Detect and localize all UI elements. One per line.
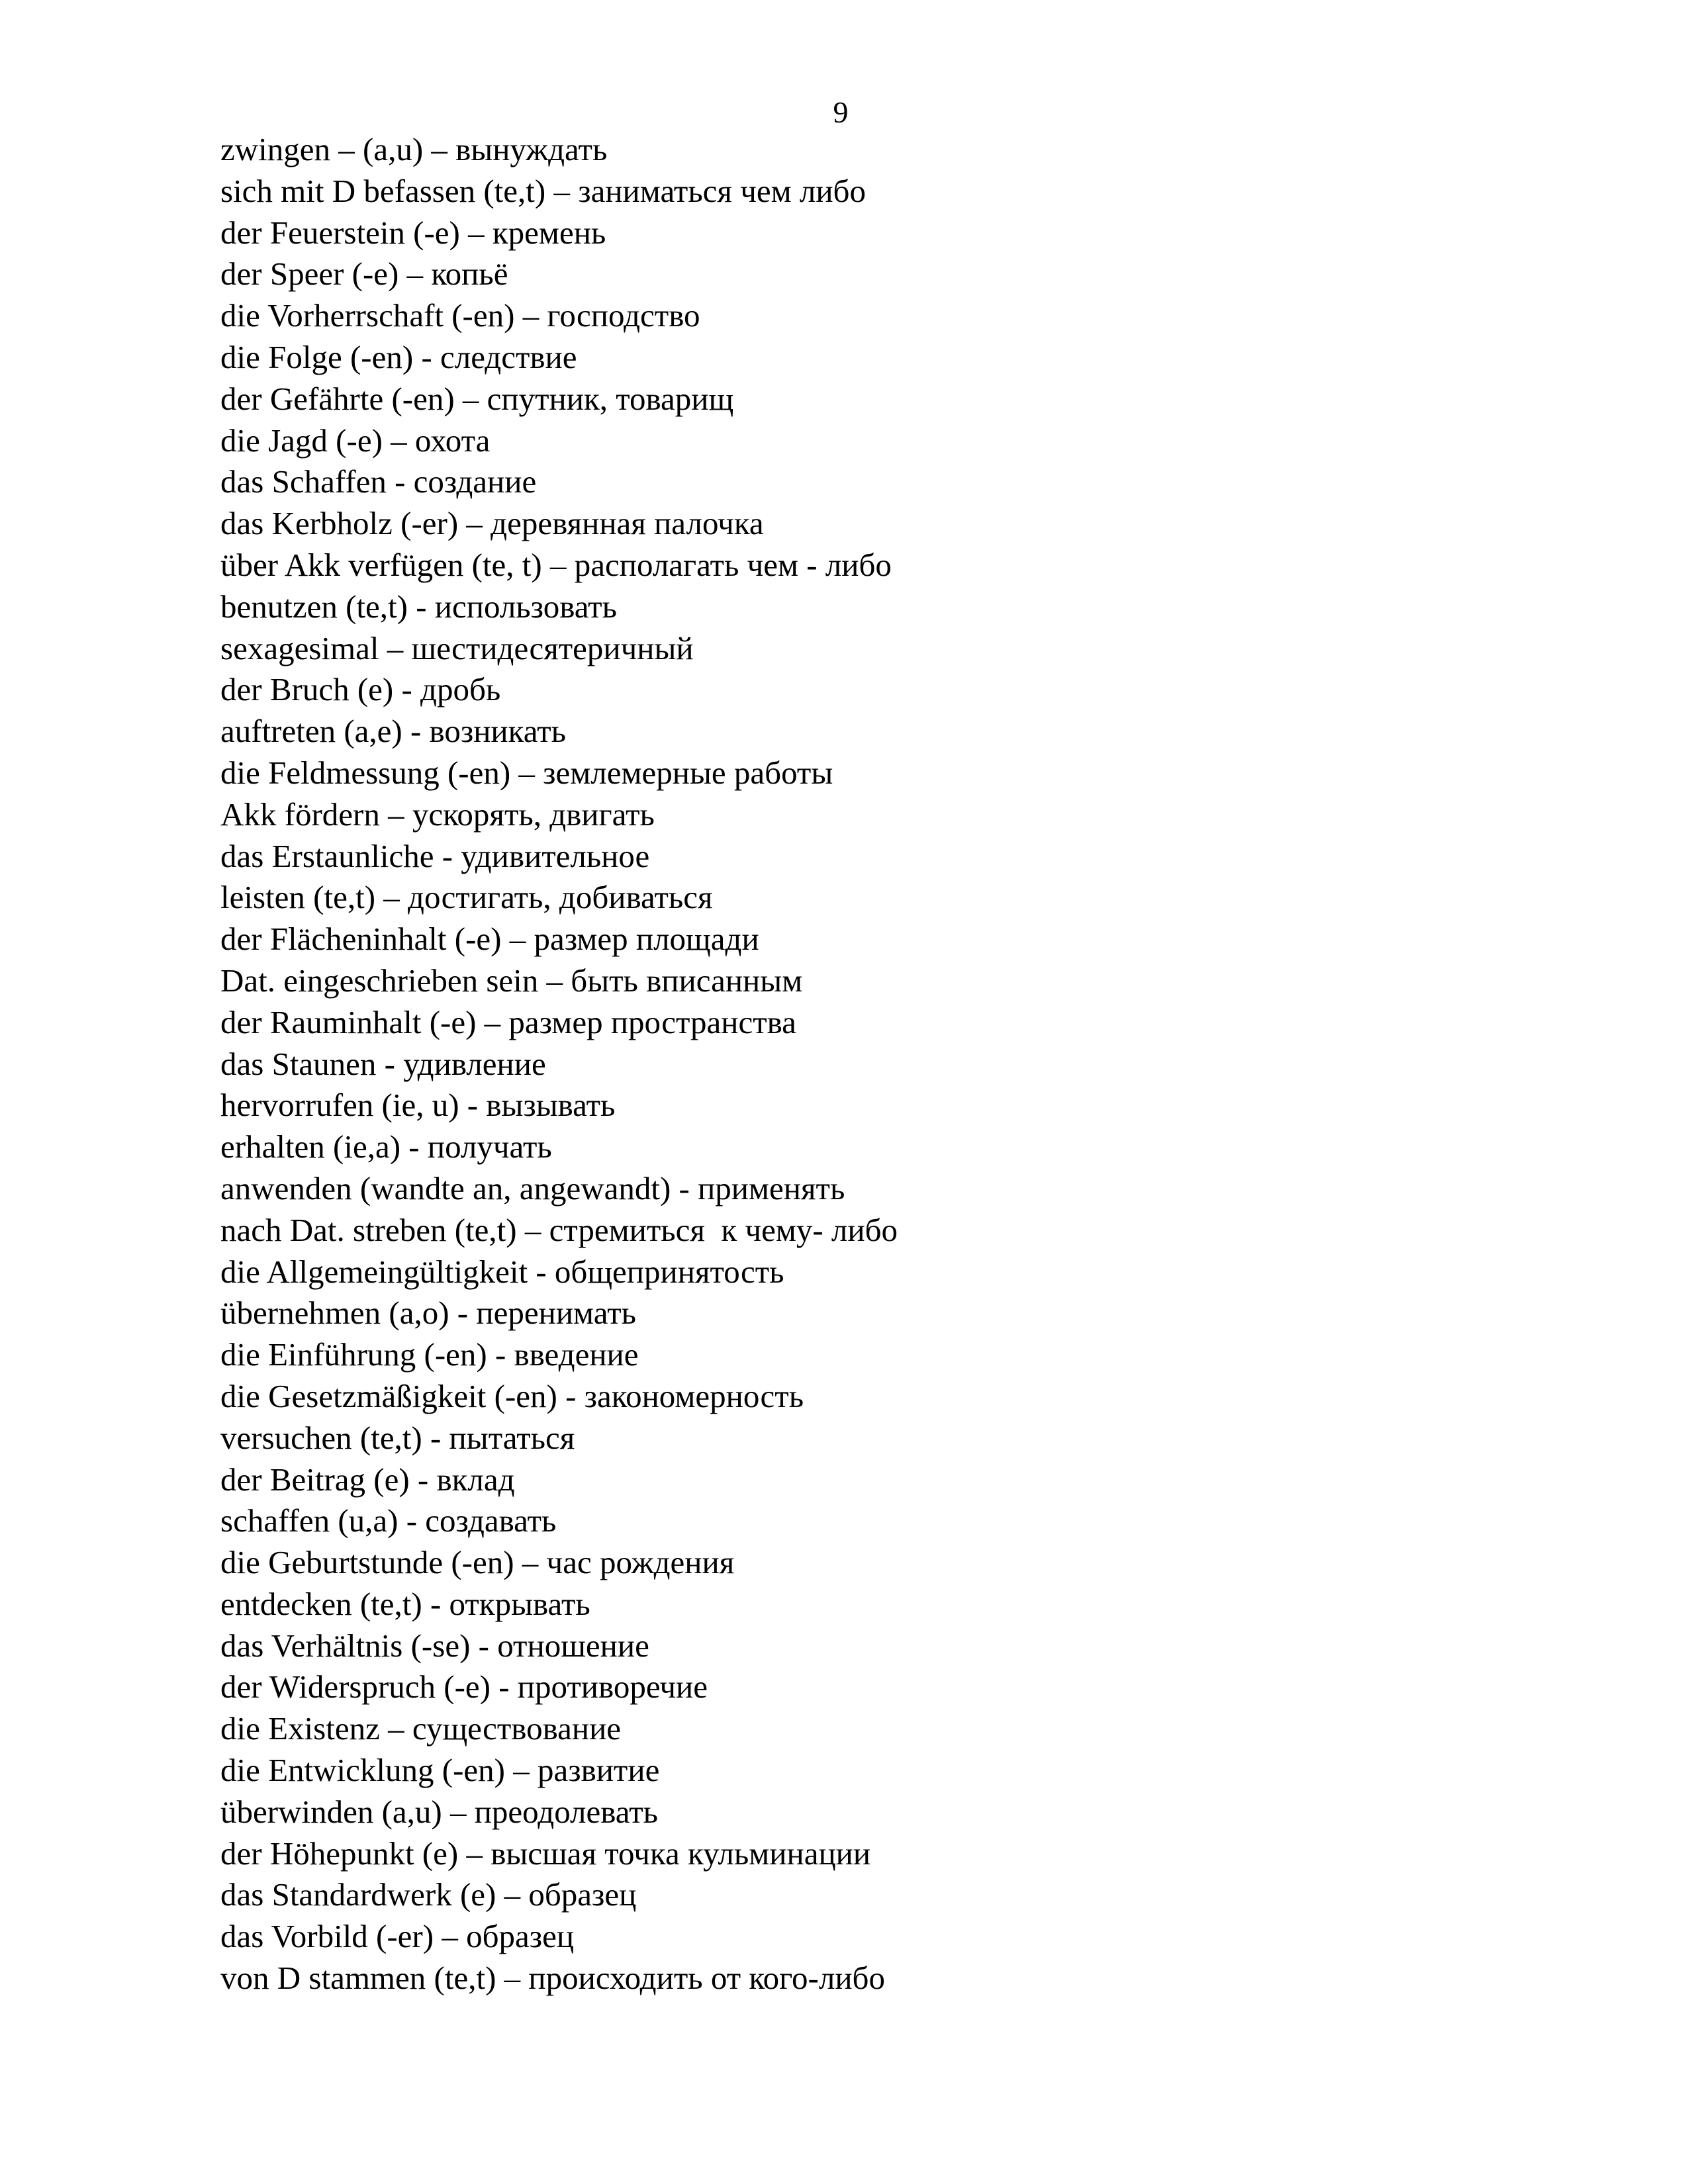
vocabulary-entry: Akk fördern – ускорять, двигать	[220, 796, 655, 833]
vocabulary-entry: die Feldmessung (-en) – землемерные работы	[220, 754, 833, 791]
vocabulary-entry: der Höhepunkt (e) – высшая точка кульминации	[220, 1835, 871, 1872]
vocabulary-entry: die Einführung (-en) - введение	[220, 1336, 639, 1373]
vocabulary-entry: das Staunen - удивление	[220, 1045, 546, 1082]
vocabulary-entry: das Kerbholz (-er) – деревянная палочка	[220, 505, 764, 542]
vocabulary-entry: das Vorbild (-er) – образец	[220, 1918, 575, 1955]
vocabulary-entry: der Gefährte (-en) – спутник, товарищ	[220, 380, 734, 417]
vocabulary-entry: versuchen (te,t) - пытаться	[220, 1419, 575, 1456]
vocabulary-entry: hervorrufen (ie, u) - вызывать	[220, 1087, 616, 1124]
vocabulary-entry: schaffen (u,a) - создавать	[220, 1502, 557, 1539]
vocabulary-entry: benutzen (te,t) - использовать	[220, 588, 617, 625]
vocabulary-entry: der Speer (-e) – копьё	[220, 255, 508, 293]
vocabulary-entry: sexagesimal – шестидесятеричный	[220, 629, 694, 666]
vocabulary-list	[220, 129, 1478, 1999]
vocabulary-entry: anwenden (wandte an, angewandt) - применять	[220, 1169, 845, 1206]
vocabulary-entry: der Flächeninhalt (-e) – размер площади	[220, 921, 759, 958]
vocabulary-entry: die Allgemeingültigkeit - общепринятость	[220, 1253, 784, 1290]
vocabulary-entry: zwingen – (a,u) – вынуждать	[220, 131, 608, 167]
vocabulary-entry: von D stammen (te,t) – происходить от кого-либо	[220, 1960, 885, 1997]
vocabulary-entry: Dat. eingeschrieben sein – быть вписанным	[220, 962, 803, 999]
vocabulary-entry: die Entwicklung (-en) – развитие	[220, 1752, 660, 1789]
vocabulary-entry: der Widerspruch (-e) - противоречие	[220, 1668, 708, 1706]
vocabulary-entry: der Feuerstein (-e) – кремень	[220, 214, 606, 251]
vocabulary-entry: der Rauminhalt (-e) – размер пространства	[220, 1003, 796, 1040]
vocabulary-entry: über Akk verfügen (te, t) – располагать чем - либо	[220, 546, 892, 583]
vocabulary-entry: die Geburtstunde (-en) – час рождения	[220, 1544, 735, 1581]
vocabulary-entry: die Vorherrschaft (-en) – господство	[220, 297, 700, 334]
vocabulary-entry: die Jagd (-e) – охота	[220, 422, 491, 459]
vocabulary-entry: die Folge (-en) - следствие	[220, 338, 577, 375]
vocabulary-entry: sich mit D befassen (te,t) – заниматься чем либо	[220, 172, 866, 209]
vocabulary-entry: der Bruch (e) - дробь	[220, 671, 501, 708]
vocabulary-entry: überwinden (a,u) – преодолевать	[220, 1793, 658, 1830]
vocabulary-entry: die Gesetzmäßigkeit (-en) - закономерность	[220, 1377, 804, 1414]
vocabulary-entry: übernehmen (a,o) - перенимать	[220, 1295, 636, 1332]
vocabulary-entry: nach Dat. streben (te,t) – стремиться к чему- либо	[220, 1211, 898, 1248]
vocabulary-entry: entdecken (te,t) - открывать	[220, 1585, 590, 1622]
vocabulary-entry: der Beitrag (e) - вклад	[220, 1461, 515, 1498]
page-number: 9	[833, 95, 849, 129]
vocabulary-entry: das Standardwerk (e) – образец	[220, 1876, 637, 1913]
vocabulary-entry: erhalten (ie,a) - получать	[220, 1128, 552, 1165]
vocabulary-entry: leisten (te,t) – достигать, добиваться	[220, 879, 713, 916]
vocabulary-entry: das Verhältnis (-se) - отношение	[220, 1627, 649, 1664]
vocabulary-entry: das Erstaunliche - удивительное	[220, 837, 650, 874]
vocabulary-entry: das Schaffen - создание	[220, 463, 537, 500]
vocabulary-entry: auftreten (a,e) - возникать	[220, 713, 566, 750]
vocabulary-entry: die Existenz – существование	[220, 1710, 622, 1747]
